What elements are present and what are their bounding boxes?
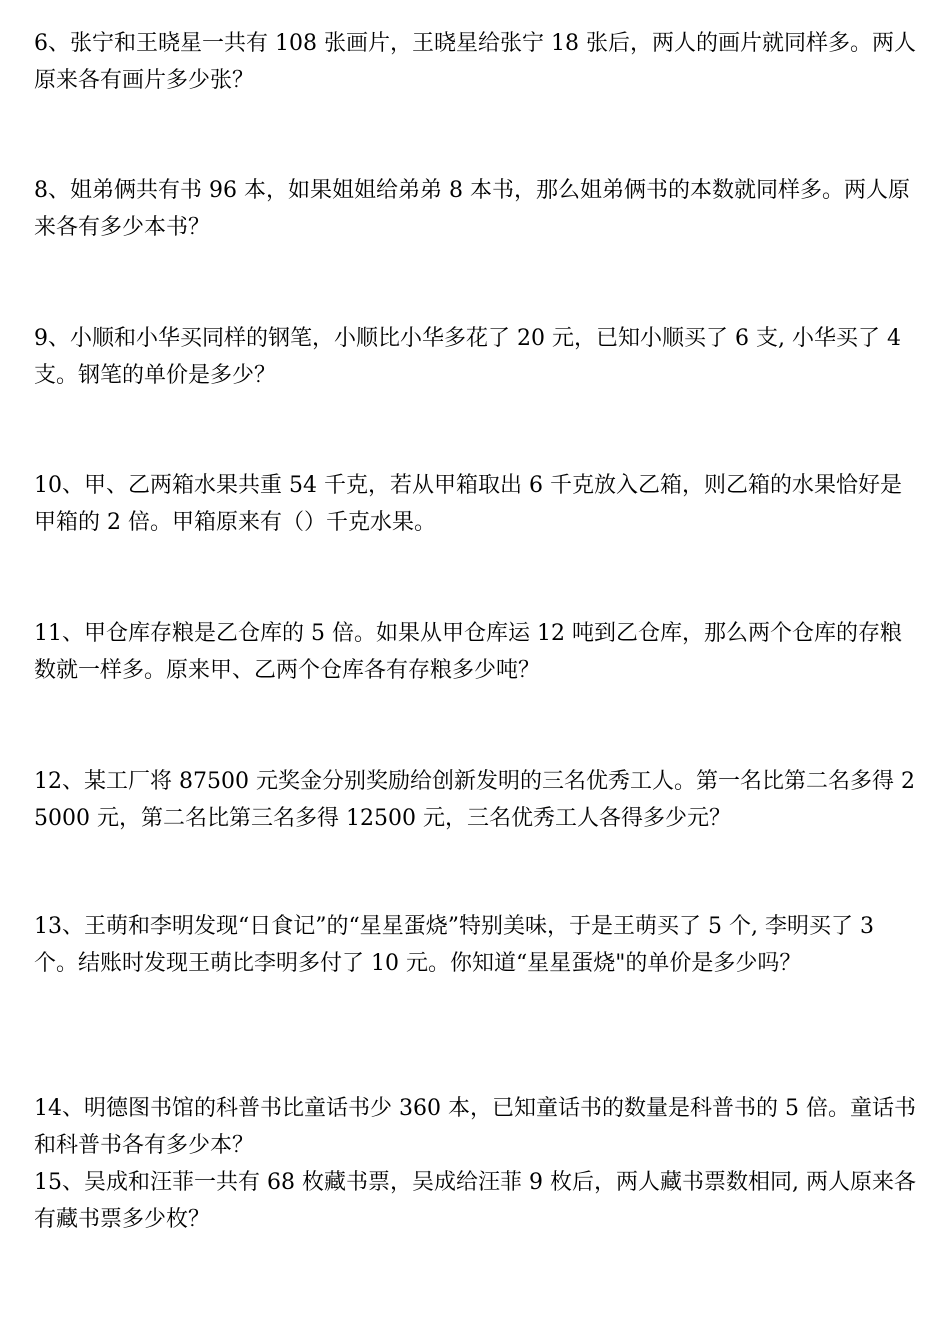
problem-9: 9、小顺和小华买同样的钢笔，小顺比小华多花了 20 元，已知小顺买了 6 支, 小华买了 4 支。钢笔的单价是多少？ — [34, 326, 901, 388]
problem-15: 15、吴成和汪菲一共有 68 枚藏书票，吴成给汪菲 9 枚后，两人藏书票数相同, 两人原来各有藏书票多少枚？ — [34, 1170, 916, 1232]
problem-6: 6、张宁和王晓星一共有 108 张画片，王晓星给张宁 18 张后，两人的画片就同样多。两人原来各有画片多少张？ — [34, 31, 916, 93]
problem-8: 8、姐弟俩共有书 96 本，如果姐姐给弟弟 8 本书，那么姐弟俩书的本数就同样多。两人原来各有多少本书？ — [34, 178, 910, 240]
problem-12: 12、某工厂将 87500 元奖金分别奖励给创新发明的三名优秀工人。第一名比第二名多得 25000 元，第二名比第三名多得 12500 元，三名优秀工人各得多少元？ — [34, 769, 915, 831]
problem-10: 10、甲、乙两箱水果共重 54 千克，若从甲箱取出 6 千克放入乙箱，则乙箱的水果恰好是甲箱的 2 倍。甲箱原来有（）千克水果。 — [34, 473, 902, 535]
problem-13: 13、王萌和李明发现“日食记”的“星星蛋烧”特别美味，于是王萌买了 5 个, 李明买了 3 个。结账时发现王萌比李明多付了 10 元。你知道“星星蛋烧"的单价是多少吗？ — [34, 914, 874, 976]
problem-11: 11、甲仓库存粮是乙仓库的 5 倍。如果从甲仓库运 12 吨到乙仓库，那么两个仓库的存粮数就一样多。原来甲、乙两个仓库各有存粮多少吨？ — [34, 621, 902, 683]
problem-14: 14、明德图书馆的科普书比童话书少 360 本，已知童话书的数量是科普书的 5 倍。童话书和科普书各有多少本？ — [34, 1096, 916, 1158]
